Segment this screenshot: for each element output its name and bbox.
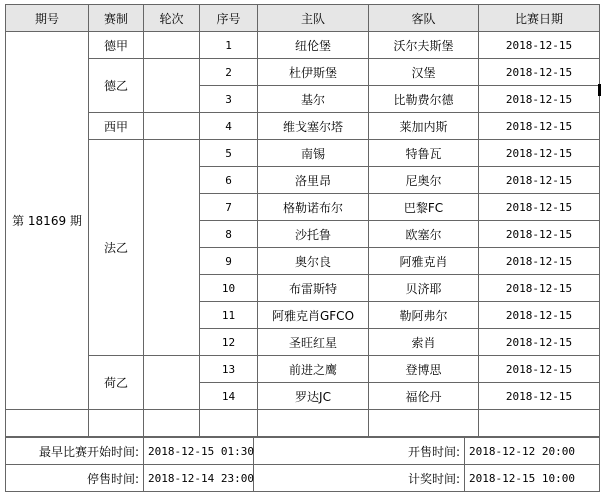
match-number: 14 xyxy=(200,383,258,410)
blank-cell xyxy=(89,410,144,437)
info-row-1 xyxy=(6,438,600,465)
earliest-start-value: 2018-12-15 01:30 xyxy=(144,438,254,465)
round-cell xyxy=(144,59,200,113)
header-league: 赛制 xyxy=(89,5,144,32)
earliest-start-label: 最早比赛开始时间: xyxy=(6,438,144,465)
info-row-2 xyxy=(6,465,600,492)
sale-open-value: 2018-12-12 20:00 xyxy=(465,438,600,465)
league-cell: 德乙 xyxy=(89,59,144,113)
match-number: 4 xyxy=(200,113,258,140)
match-number: 12 xyxy=(200,329,258,356)
away-team: 贝济耶 xyxy=(369,275,479,302)
match-date: 2018-12-15 xyxy=(479,140,600,167)
schedule-table xyxy=(5,4,600,437)
match-date: 2018-12-15 xyxy=(479,356,600,383)
match-number: 3 xyxy=(200,86,258,113)
home-team: 阿雅克肖GFCO xyxy=(258,302,369,329)
match-date: 2018-12-15 xyxy=(479,194,600,221)
match-date: 2018-12-15 xyxy=(479,32,600,59)
home-team: 纽伦堡 xyxy=(258,32,369,59)
league-cell: 西甲 xyxy=(89,113,144,140)
match-date: 2018-12-15 xyxy=(479,86,600,113)
home-team: 维戈塞尔塔 xyxy=(258,113,369,140)
header-home-team: 主队 xyxy=(258,5,369,32)
draw-time-value: 2018-12-15 10:00 xyxy=(465,465,600,492)
match-number: 11 xyxy=(200,302,258,329)
home-team: 布雷斯特 xyxy=(258,275,369,302)
blank-cell xyxy=(6,410,89,437)
away-team: 莱加内斯 xyxy=(369,113,479,140)
blank-cell xyxy=(200,410,258,437)
home-team: 格勒诺布尔 xyxy=(258,194,369,221)
round-cell xyxy=(144,356,200,410)
blank-cell xyxy=(144,410,200,437)
blank-row xyxy=(6,410,600,437)
sale-stop-value: 2018-12-14 23:00 xyxy=(144,465,254,492)
match-row xyxy=(6,113,600,140)
match-number: 10 xyxy=(200,275,258,302)
match-date: 2018-12-15 xyxy=(479,275,600,302)
period-cell: 第 18169 期 xyxy=(6,32,89,410)
match-number: 7 xyxy=(200,194,258,221)
schedule-body xyxy=(6,32,600,410)
blank-cell xyxy=(369,410,479,437)
home-team: 杜伊斯堡 xyxy=(258,59,369,86)
match-row xyxy=(6,140,600,167)
away-team: 欧塞尔 xyxy=(369,221,479,248)
match-row xyxy=(6,32,600,59)
match-date: 2018-12-15 xyxy=(479,167,600,194)
blank-cell xyxy=(258,410,369,437)
away-team: 勒阿弗尔 xyxy=(369,302,479,329)
blank-cell xyxy=(479,410,600,437)
header-away-team: 客队 xyxy=(369,5,479,32)
header-match-date: 比赛日期 xyxy=(479,5,600,32)
home-team: 南锡 xyxy=(258,140,369,167)
draw-time-label: 计奖时间: xyxy=(254,465,465,492)
header-round: 轮次 xyxy=(144,5,200,32)
header-number: 序号 xyxy=(200,5,258,32)
match-date: 2018-12-15 xyxy=(479,329,600,356)
match-row xyxy=(6,356,600,383)
round-cell xyxy=(144,140,200,356)
away-team: 沃尔夫斯堡 xyxy=(369,32,479,59)
match-date: 2018-12-15 xyxy=(479,59,600,86)
match-date: 2018-12-15 xyxy=(479,248,600,275)
match-number: 5 xyxy=(200,140,258,167)
sale-info-table xyxy=(5,437,600,492)
away-team: 汉堡 xyxy=(369,59,479,86)
away-team: 阿雅克肖 xyxy=(369,248,479,275)
home-team: 沙托鲁 xyxy=(258,221,369,248)
match-number: 2 xyxy=(200,59,258,86)
match-row xyxy=(6,59,600,86)
league-cell: 荷乙 xyxy=(89,356,144,410)
away-team: 登博思 xyxy=(369,356,479,383)
round-cell xyxy=(144,113,200,140)
match-number: 1 xyxy=(200,32,258,59)
match-date: 2018-12-15 xyxy=(479,113,600,140)
away-team: 索肖 xyxy=(369,329,479,356)
league-cell: 法乙 xyxy=(89,140,144,356)
match-number: 8 xyxy=(200,221,258,248)
away-team: 特鲁瓦 xyxy=(369,140,479,167)
league-cell: 德甲 xyxy=(89,32,144,59)
sale-open-label: 开售时间: xyxy=(254,438,465,465)
home-team: 罗达JC xyxy=(258,383,369,410)
edge-marker xyxy=(598,84,601,96)
home-team: 洛里昂 xyxy=(258,167,369,194)
match-date: 2018-12-15 xyxy=(479,302,600,329)
match-date: 2018-12-15 xyxy=(479,383,600,410)
match-date: 2018-12-15 xyxy=(479,221,600,248)
home-team: 前进之鹰 xyxy=(258,356,369,383)
match-number: 13 xyxy=(200,356,258,383)
away-team: 比勒费尔德 xyxy=(369,86,479,113)
round-cell xyxy=(144,32,200,59)
home-team: 基尔 xyxy=(258,86,369,113)
header-period: 期号 xyxy=(6,5,89,32)
match-number: 9 xyxy=(200,248,258,275)
match-number: 6 xyxy=(200,167,258,194)
header-row xyxy=(6,5,600,32)
home-team: 圣旺红星 xyxy=(258,329,369,356)
sale-stop-label: 停售时间: xyxy=(6,465,144,492)
home-team: 奥尔良 xyxy=(258,248,369,275)
away-team: 巴黎FC xyxy=(369,194,479,221)
away-team: 尼奥尔 xyxy=(369,167,479,194)
away-team: 福伦丹 xyxy=(369,383,479,410)
